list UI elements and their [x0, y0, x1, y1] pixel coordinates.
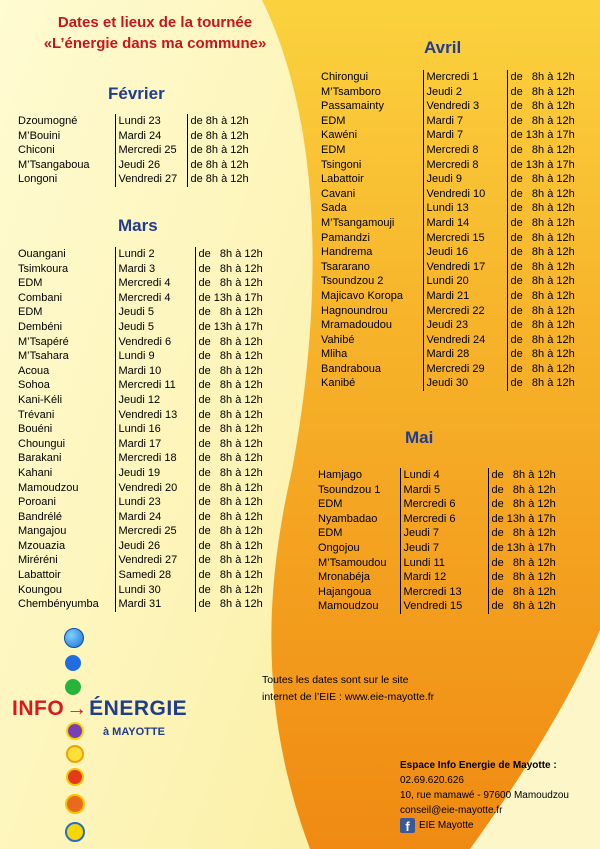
place-cell: Tsararano	[321, 260, 370, 273]
day-cell: Mardi 3	[115, 262, 195, 277]
place-cell: Passamainty	[321, 100, 384, 113]
place-cell: Mliha	[321, 348, 348, 361]
time-cell: de 13h à 17h	[488, 512, 572, 527]
day-cell: Vendredi 13	[115, 408, 195, 423]
schedule-row	[15, 437, 277, 452]
time-cell: de 8h à 12h	[507, 260, 589, 275]
schedule-row	[318, 70, 589, 85]
place-cell: Chembényumba	[18, 598, 99, 611]
time-cell: de 13h à 17h	[507, 158, 589, 173]
day-cell: Jeudi 9	[423, 172, 507, 187]
place-cell: Mamoudzou	[318, 600, 379, 613]
schedule-row	[15, 262, 277, 277]
place-cell: Mamoudzou	[18, 481, 79, 494]
time-cell: de 8h à 12h	[187, 114, 267, 129]
time-cell: de 13h à 17h	[507, 128, 589, 143]
day-cell: Mercredi 13	[400, 585, 488, 600]
time-cell: de 8h à 12h	[195, 276, 277, 291]
website-note-line-2: internet de l’EIE : www.eie-mayotte.fr	[262, 691, 435, 703]
day-cell: Mercredi 6	[400, 512, 488, 527]
time-cell: de 8h à 12h	[507, 70, 589, 85]
place-cell: Kani-Kéli	[18, 393, 63, 406]
place-cell: Chiconi	[18, 144, 55, 157]
schedule-row	[318, 304, 589, 319]
time-cell: de 8h à 12h	[195, 408, 277, 423]
schedule-row	[15, 276, 277, 291]
time-cell: de 8h à 12h	[507, 333, 589, 348]
day-cell: Mardi 24	[115, 129, 187, 144]
day-cell: Mardi 10	[115, 364, 195, 379]
day-cell: Jeudi 7	[400, 541, 488, 556]
place-cell: Kahani	[18, 466, 53, 479]
schedule-row	[15, 408, 277, 423]
place-cell: M’Tsahara	[18, 350, 69, 363]
schedule-row	[15, 305, 277, 320]
time-cell: de 13h à 17h	[488, 541, 572, 556]
day-cell: Vendredi 27	[115, 172, 187, 187]
time-cell: de 8h à 12h	[507, 99, 589, 114]
place-cell: Miréréni	[18, 554, 58, 567]
schedule-row	[315, 556, 572, 571]
time-cell: de 8h à 12h	[507, 347, 589, 362]
time-cell: de 8h à 12h	[507, 318, 589, 333]
day-cell: Mercredi 11	[115, 378, 195, 393]
time-cell: de 8h à 12h	[187, 172, 267, 187]
place-cell: Longoni	[18, 173, 58, 186]
time-cell: de 8h à 12h	[195, 335, 277, 350]
time-cell: de 8h à 12h	[507, 143, 589, 158]
website-note-line-1: Toutes les dates sont sur le site	[262, 674, 409, 686]
schedule-row	[315, 541, 572, 556]
day-cell: Vendredi 3	[423, 99, 507, 114]
schedule-mai	[315, 468, 572, 614]
place-cell: Barakani	[18, 452, 62, 465]
place-cell: Poroani	[18, 496, 56, 509]
time-cell: de 8h à 12h	[195, 510, 277, 525]
day-cell: Lundi 16	[115, 422, 195, 437]
schedule-fevrier	[15, 114, 267, 187]
day-cell: Jeudi 30	[423, 376, 507, 391]
place-cell: Hagnoundrou	[321, 304, 388, 317]
day-cell: Vendredi 10	[423, 187, 507, 202]
day-cell: Mercredi 25	[115, 524, 195, 539]
schedule-row	[15, 466, 277, 481]
schedule-mars	[15, 247, 277, 612]
day-cell: Mardi 24	[115, 510, 195, 525]
schedule-row	[15, 335, 277, 350]
day-cell: Mercredi 1	[423, 70, 507, 85]
place-cell: M’Bouini	[18, 129, 61, 142]
time-cell: de 8h à 12h	[507, 85, 589, 100]
place-cell: Choungui	[18, 437, 66, 450]
day-cell: Mercredi 25	[115, 143, 187, 158]
time-cell: de 8h à 12h	[187, 129, 267, 144]
place-cell: EDM	[321, 114, 346, 127]
car-icon	[65, 794, 85, 814]
place-cell: Hajangoua	[318, 585, 372, 598]
schedule-row	[15, 510, 277, 525]
day-cell: Mercredi 29	[423, 362, 507, 377]
schedule-row	[318, 260, 589, 275]
schedule-row	[15, 378, 277, 393]
place-cell: Chirongui	[321, 71, 369, 83]
place-cell: Mzouazia	[18, 539, 66, 552]
place-cell: Mramadoudou	[321, 319, 392, 332]
day-cell: Mercredi 6	[400, 497, 488, 512]
time-cell: de 8h à 12h	[507, 172, 589, 187]
place-cell: EDM	[318, 527, 343, 540]
place-cell: Labattoir	[18, 569, 61, 582]
place-cell: Tsoundzou 2	[321, 275, 384, 288]
day-cell: Mercredi 4	[115, 276, 195, 291]
time-cell: de 8h à 12h	[195, 539, 277, 554]
time-cell: de 8h à 12h	[507, 114, 589, 129]
schedule-row	[15, 172, 267, 187]
schedule-row	[315, 468, 572, 483]
place-cell: Bandraboua	[321, 362, 381, 375]
time-cell: de 8h à 12h	[488, 526, 572, 541]
day-cell: Vendredi 27	[115, 553, 195, 568]
day-cell: Lundi 30	[115, 583, 195, 598]
day-cell: Vendredi 17	[423, 260, 507, 275]
time-cell: de 8h à 12h	[195, 364, 277, 379]
schedule-row	[318, 289, 589, 304]
month-heading-mai: Mai	[405, 428, 434, 447]
place-cell: Tsimkoura	[18, 262, 69, 275]
schedule-row	[15, 451, 277, 466]
time-cell: de 8h à 12h	[488, 468, 572, 483]
month-heading-fevrier: Février	[108, 84, 165, 103]
schedule-row	[318, 274, 589, 289]
house-icon	[66, 768, 84, 786]
schedule-row	[15, 568, 277, 583]
time-cell: de 8h à 12h	[507, 201, 589, 216]
logo-mayotte: à MAYOTTE	[103, 726, 165, 738]
day-cell: Vendredi 15	[400, 599, 488, 614]
walker-icon	[65, 822, 85, 842]
time-cell: de 8h à 12h	[195, 524, 277, 539]
day-cell: Mardi 31	[115, 597, 195, 612]
schedule-row	[15, 247, 277, 262]
schedule-row	[318, 376, 589, 391]
schedule-row	[318, 85, 589, 100]
contact-name: Espace Info Energie de Mayotte :	[400, 760, 557, 771]
time-cell: de 8h à 12h	[507, 376, 589, 391]
place-cell: M’Tsamboro	[321, 85, 381, 98]
day-cell: Mercredi 18	[115, 451, 195, 466]
logo-energie: ÉNERGIE	[89, 697, 188, 720]
schedule-row	[315, 599, 572, 614]
schedule-row	[15, 320, 277, 335]
month-heading-mars: Mars	[118, 216, 158, 235]
time-cell: de 8h à 12h	[195, 422, 277, 437]
schedule-row	[318, 333, 589, 348]
schedule-row	[318, 172, 589, 187]
logo-arrow: →	[66, 697, 88, 720]
day-cell: Vendredi 20	[115, 481, 195, 496]
facebook-icon: f	[400, 818, 415, 833]
day-cell: Mardi 21	[423, 289, 507, 304]
contact-address: 10, rue mamawé - 97600 Mamoudzou	[400, 790, 569, 801]
schedule-row	[15, 481, 277, 496]
time-cell: de 8h à 12h	[195, 247, 277, 262]
time-cell: de 8h à 12h	[195, 466, 277, 481]
day-cell: Vendredi 24	[423, 333, 507, 348]
day-cell: Jeudi 12	[115, 393, 195, 408]
time-cell: de 8h à 12h	[195, 481, 277, 496]
schedule-row	[318, 231, 589, 246]
schedule-row	[15, 495, 277, 510]
time-cell: de 8h à 12h	[488, 599, 572, 614]
schedule-row	[318, 158, 589, 173]
place-cell: Kawéni	[321, 129, 358, 142]
schedule-row	[15, 539, 277, 554]
time-cell: de 8h à 12h	[195, 349, 277, 364]
time-cell: de 8h à 12h	[488, 497, 572, 512]
place-cell: Hamjago	[318, 469, 363, 481]
schedule-row	[15, 422, 277, 437]
time-cell: de 8h à 12h	[507, 231, 589, 246]
facebook-link[interactable]	[400, 818, 473, 833]
globe-icon	[64, 628, 84, 648]
place-cell: M’Tsamoudou	[318, 556, 387, 569]
time-cell: de 8h à 12h	[488, 585, 572, 600]
schedule-row	[315, 483, 572, 498]
schedule-row	[15, 597, 277, 612]
schedule-row	[315, 497, 572, 512]
schedule-row	[318, 128, 589, 143]
time-cell: de 13h à 17h	[195, 320, 277, 335]
contact-phone: 02.69.620.626	[400, 775, 464, 786]
day-cell: Jeudi 5	[115, 320, 195, 335]
place-cell: Dembéni	[18, 320, 63, 333]
place-cell: EDM	[321, 143, 346, 156]
place-cell: Sohoa	[18, 379, 50, 392]
schedule-row	[315, 585, 572, 600]
time-cell: de 8h à 12h	[195, 437, 277, 452]
day-cell: Samedi 28	[115, 568, 195, 583]
time-cell: de 13h à 17h	[195, 291, 277, 306]
month-heading-avril: Avril	[424, 38, 462, 57]
schedule-row	[15, 393, 277, 408]
day-cell: Mercredi 22	[423, 304, 507, 319]
schedule-row	[318, 245, 589, 260]
day-cell: Mercredi 8	[423, 143, 507, 158]
place-cell: Cavani	[321, 187, 356, 200]
bulb-icon	[66, 745, 84, 763]
title-line-1: Dates et lieux de la tournée	[57, 14, 253, 31]
day-cell: Lundi 11	[400, 556, 488, 571]
place-cell: Mangajou	[18, 525, 67, 538]
time-cell: de 8h à 12h	[507, 245, 589, 260]
schedule-row	[15, 129, 267, 144]
day-cell: Lundi 13	[423, 201, 507, 216]
schedule-row	[318, 216, 589, 231]
day-cell: Lundi 9	[115, 349, 195, 364]
place-cell: Vahibé	[321, 333, 355, 346]
day-cell: Mardi 7	[423, 114, 507, 129]
time-cell: de 8h à 12h	[507, 187, 589, 202]
place-cell: M’Tsangamouji	[321, 216, 395, 229]
place-cell: Labattoir	[321, 173, 364, 186]
day-cell: Mardi 14	[423, 216, 507, 231]
place-cell: Nyambadao	[318, 512, 378, 525]
place-cell: Dzoumogné	[18, 115, 78, 127]
day-cell: Mercredi 4	[115, 291, 195, 306]
schedule-row	[15, 583, 277, 598]
place-cell: Ouangani	[18, 248, 66, 260]
schedule-row	[318, 318, 589, 333]
day-cell: Jeudi 19	[115, 466, 195, 481]
day-cell: Lundi 23	[115, 495, 195, 510]
day-cell: Mardi 28	[423, 347, 507, 362]
info-energie-logo	[12, 697, 187, 721]
logo-icon-column	[55, 628, 95, 843]
day-cell: Mercredi 15	[423, 231, 507, 246]
time-cell: de 8h à 12h	[507, 216, 589, 231]
time-cell: de 8h à 12h	[507, 304, 589, 319]
schedule-row	[318, 201, 589, 216]
time-cell: de 8h à 12h	[195, 568, 277, 583]
day-cell: Jeudi 7	[400, 526, 488, 541]
day-cell: Lundi 2	[115, 247, 195, 262]
schedule-row	[15, 291, 277, 306]
schedule-row	[318, 143, 589, 158]
time-cell: de 8h à 12h	[507, 362, 589, 377]
day-cell: Mardi 5	[400, 483, 488, 498]
place-cell: Tsoundzou 1	[318, 483, 381, 496]
contact-email[interactable]: conseil@eie-mayotte.fr	[400, 805, 503, 816]
time-cell: de 8h à 12h	[195, 262, 277, 277]
place-cell: Handrema	[321, 246, 373, 259]
day-cell: Mercredi 8	[423, 158, 507, 173]
place-cell: M’Tsangaboua	[18, 158, 90, 171]
day-cell: Lundi 20	[423, 274, 507, 289]
schedule-row	[15, 143, 267, 158]
schedule-avril	[318, 70, 589, 391]
time-cell: de 8h à 12h	[187, 143, 267, 158]
time-cell: de 8h à 12h	[187, 158, 267, 173]
schedule-row	[15, 114, 267, 129]
schedule-row	[315, 526, 572, 541]
schedule-row	[15, 158, 267, 173]
green-dot-icon	[65, 679, 81, 695]
day-cell: Mardi 12	[400, 570, 488, 585]
day-cell: Mardi 7	[423, 128, 507, 143]
website-note	[262, 672, 434, 706]
contact-block	[400, 758, 569, 818]
place-cell: Acoua	[18, 364, 50, 377]
day-cell: Jeudi 2	[423, 85, 507, 100]
blue-dot-icon	[65, 655, 81, 671]
schedule-row	[15, 553, 277, 568]
place-cell: Ongojou	[318, 541, 360, 554]
day-cell: Mardi 17	[115, 437, 195, 452]
place-cell: EDM	[318, 498, 343, 511]
schedule-row	[15, 524, 277, 539]
schedule-row	[318, 347, 589, 362]
time-cell: de 8h à 12h	[195, 553, 277, 568]
title-line-2: «L’énergie dans ma commune»	[43, 35, 267, 52]
time-cell: de 8h à 12h	[507, 274, 589, 289]
time-cell: de 8h à 12h	[195, 583, 277, 598]
place-cell: Trévani	[18, 408, 55, 421]
day-cell: Lundi 4	[400, 468, 488, 483]
place-cell: Koungou	[18, 583, 63, 596]
place-cell: Tsingoni	[321, 158, 362, 171]
day-cell: Jeudi 26	[115, 539, 195, 554]
time-cell: de 8h à 12h	[195, 597, 277, 612]
place-cell: Kanibé	[321, 377, 356, 390]
sun-icon	[66, 722, 84, 740]
time-cell: de 8h à 12h	[195, 495, 277, 510]
place-cell: Bandrélé	[18, 510, 63, 523]
schedule-row	[15, 364, 277, 379]
facebook-label: EIE Mayotte	[419, 820, 474, 831]
schedule-row	[318, 99, 589, 114]
time-cell: de 8h à 12h	[195, 305, 277, 320]
schedule-row	[315, 570, 572, 585]
place-cell: EDM	[18, 277, 43, 290]
time-cell: de 8h à 12h	[488, 483, 572, 498]
schedule-row	[15, 349, 277, 364]
time-cell: de 8h à 12h	[195, 378, 277, 393]
time-cell: de 8h à 12h	[195, 451, 277, 466]
time-cell: de 8h à 12h	[507, 289, 589, 304]
day-cell: Jeudi 16	[423, 245, 507, 260]
place-cell: Mronabéja	[318, 571, 370, 584]
schedule-row	[318, 187, 589, 202]
logo-info: INFO	[12, 697, 65, 720]
place-cell: Majicavo Koropa	[321, 289, 403, 302]
place-cell: Combani	[18, 291, 63, 304]
day-cell: Lundi 23	[115, 114, 187, 129]
schedule-row	[318, 362, 589, 377]
time-cell: de 8h à 12h	[488, 556, 572, 571]
place-cell: Sada	[321, 202, 347, 215]
day-cell: Vendredi 6	[115, 335, 195, 350]
place-cell: Pamandzi	[321, 231, 370, 244]
day-cell: Jeudi 23	[423, 318, 507, 333]
place-cell: M’Tsapéré	[18, 335, 69, 348]
place-cell: EDM	[18, 306, 43, 319]
day-cell: Jeudi 26	[115, 158, 187, 173]
time-cell: de 8h à 12h	[195, 393, 277, 408]
schedule-row	[315, 512, 572, 527]
time-cell: de 8h à 12h	[488, 570, 572, 585]
day-cell: Jeudi 5	[115, 305, 195, 320]
schedule-row	[318, 114, 589, 129]
place-cell: Bouéni	[18, 423, 53, 436]
